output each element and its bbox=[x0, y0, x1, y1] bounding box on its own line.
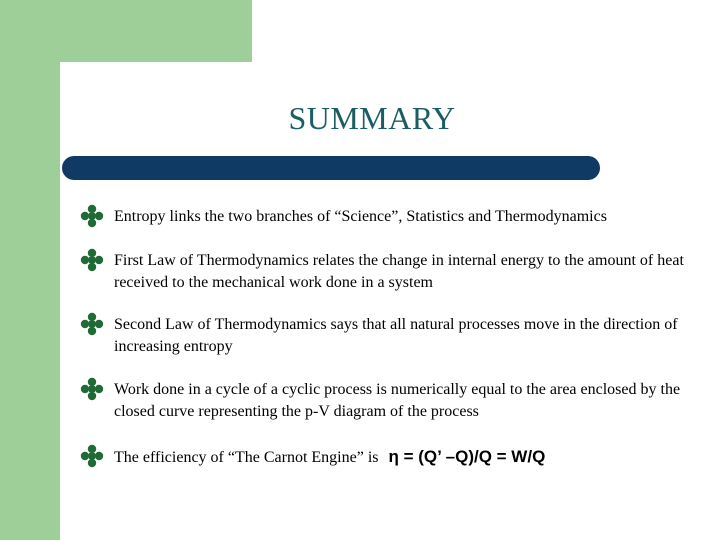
diamond-clover-icon bbox=[80, 312, 104, 336]
title-underline-bar bbox=[62, 156, 600, 180]
bullet-text: First Law of Thermodynamics relates the change in internal energy to the amount of heat received to the mechanical work done in a system bbox=[114, 252, 684, 291]
efficiency-formula: η = (Q’ –Q)/Q = W/Q bbox=[388, 447, 546, 466]
carnot-text: The efficiency of “The Carnot Engine” is bbox=[114, 449, 379, 466]
slide-title: SUMMARY bbox=[288, 100, 456, 136]
content-corner bbox=[60, 62, 100, 102]
bullet-text: Second Law of Thermodynamics says that all natural processes move in the direction of increasing entropy bbox=[114, 316, 678, 355]
bullet-text: Entropy links the two branches of “Science”, Statistics and Thermodynamics bbox=[114, 208, 607, 225]
bullet-text: Work done in a cycle of a cyclic process is numerically equal to the area enclosed by the closed curve representing the p-V diagram of the process bbox=[114, 381, 681, 420]
green-frame-left bbox=[0, 0, 60, 540]
bullet-text bbox=[114, 446, 694, 469]
diamond-clover-icon bbox=[80, 377, 104, 401]
diamond-clover-icon bbox=[80, 248, 104, 272]
diamond-clover-icon bbox=[80, 204, 104, 228]
diamond-clover-icon bbox=[80, 444, 104, 468]
